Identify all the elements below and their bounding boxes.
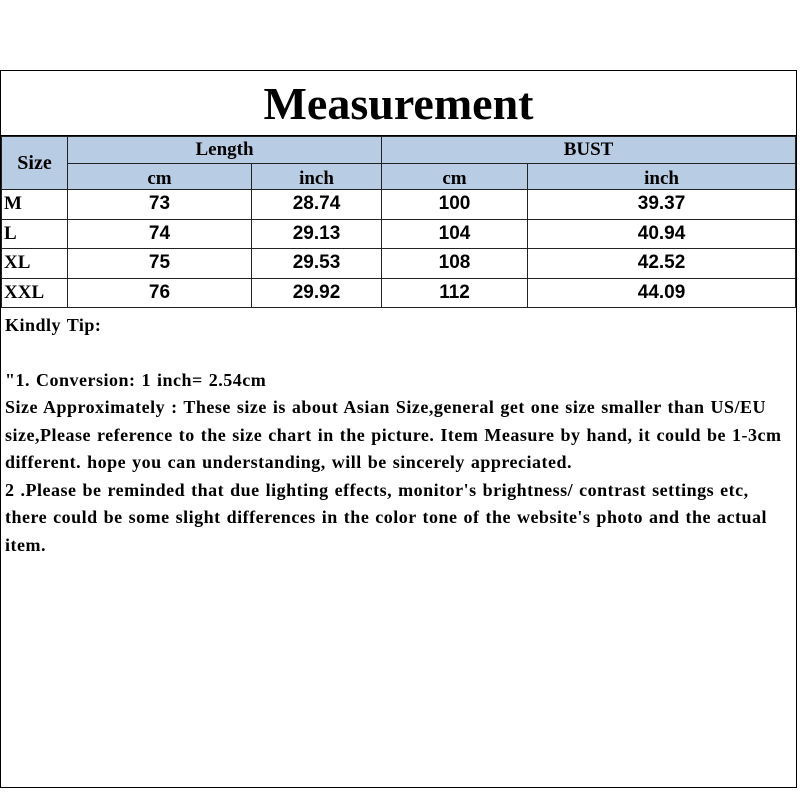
bust-cm-header: cm: [382, 164, 528, 190]
size-cell: M: [2, 190, 68, 220]
length-cm-cell: 76: [68, 278, 252, 308]
bust-cm-cell: 100: [382, 190, 528, 220]
approx-note: Size Approximately : These size is about Asian Size,general get one size smaller than US/EU size,Please reference to the size chart in the picture. Item Measure by hand, it could be 1-3cm different. hope you can understanding, will be sincerely appreciated.: [5, 397, 782, 472]
bust-inch-header: inch: [528, 164, 796, 190]
table-row: [2, 219, 796, 249]
length-inch-header: inch: [252, 164, 382, 190]
table-header-row: [2, 137, 796, 164]
size-chart-frame: [0, 70, 797, 788]
length-cm-header: cm: [68, 164, 252, 190]
conversion-note: "1. Conversion: 1 inch= 2.54cm: [5, 369, 267, 390]
length-cm-cell: 75: [68, 249, 252, 279]
bust-inch-cell: 39.37: [528, 190, 796, 220]
table-row: [2, 249, 796, 279]
size-cell: XL: [2, 249, 68, 279]
length-inch-cell: 28.74: [252, 190, 382, 220]
table-row: [2, 190, 796, 220]
bust-cm-cell: 112: [382, 278, 528, 308]
size-cell: L: [2, 219, 68, 249]
tip-heading: Kindly Tip:: [5, 315, 102, 335]
notes-section: [1, 308, 796, 559]
bust-inch-cell: 40.94: [528, 219, 796, 249]
bust-group-header: BUST: [382, 137, 796, 164]
length-inch-cell: 29.13: [252, 219, 382, 249]
bust-inch-cell: 42.52: [528, 249, 796, 279]
size-table: [1, 136, 796, 308]
bust-cm-cell: 104: [382, 219, 528, 249]
size-column-header: Size: [2, 137, 68, 190]
length-cm-cell: 74: [68, 219, 252, 249]
table-subheader-row: [2, 164, 796, 190]
lighting-note: 2 .Please be reminded that due lighting effects, monitor's brightness/ contrast settings etc, there could be some slight differences in the color tone of the website's photo and the actual item.: [5, 479, 767, 555]
length-group-header: Length: [68, 137, 382, 164]
bust-inch-cell: 44.09: [528, 278, 796, 308]
length-inch-cell: 29.53: [252, 249, 382, 279]
size-cell: XXL: [2, 278, 68, 308]
spacer: [5, 340, 792, 367]
bust-cm-cell: 108: [382, 249, 528, 279]
length-inch-cell: 29.92: [252, 278, 382, 308]
table-row: [2, 278, 796, 308]
length-cm-cell: 73: [68, 190, 252, 220]
page-title: Measurement: [1, 71, 796, 136]
